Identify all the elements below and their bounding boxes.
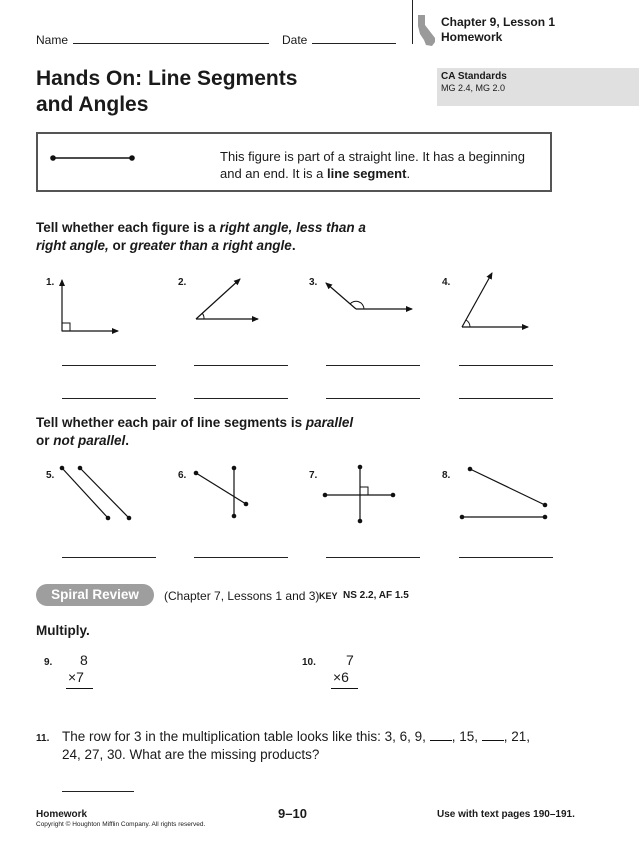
instr1-em2: right angle, bbox=[36, 238, 109, 253]
answer-line-8[interactable] bbox=[459, 557, 553, 558]
instructions-segments bbox=[36, 414, 353, 450]
instr1-em1: right angle, less than a bbox=[219, 220, 366, 235]
problem-9-number: 9. bbox=[44, 657, 53, 668]
segment-figure-7 bbox=[323, 465, 396, 524]
problem-11-number: 11. bbox=[36, 733, 50, 744]
instr1-text1: Tell whether each figure is a bbox=[36, 220, 220, 235]
problem-10-number: 10. bbox=[302, 657, 316, 668]
definition-end: . bbox=[406, 166, 411, 181]
definition-text-line1: This figure is part of a straight line. It has a beginning bbox=[220, 149, 525, 164]
problem-10-bottom: ×6 bbox=[333, 669, 349, 685]
standards-title: CA Standards bbox=[441, 71, 507, 82]
instr2-em2: not parallel bbox=[53, 433, 126, 448]
answer-line-11[interactable] bbox=[62, 791, 134, 792]
problem-11-text bbox=[62, 728, 562, 764]
answer-line-2a[interactable] bbox=[194, 365, 288, 366]
item-number-5: 5. bbox=[46, 470, 55, 481]
name-label: Name bbox=[36, 33, 69, 47]
item-number-3: 3. bbox=[309, 277, 318, 288]
problem-11-text-b: , 15, bbox=[451, 729, 478, 744]
instr2-em1: parallel bbox=[305, 415, 354, 430]
problem-11-blank-2[interactable] bbox=[482, 740, 504, 741]
instr2-text3: . bbox=[125, 433, 130, 448]
date-label: Date bbox=[282, 33, 308, 47]
problem-9-bottom: ×7 bbox=[68, 669, 84, 685]
problem-10-rule bbox=[331, 688, 358, 689]
spiral-review-ref: (Chapter 7, Lessons 1 and 3) bbox=[164, 589, 320, 603]
footer-copyright: Copyright © Houghton Mifflin Company. All rights reserved. bbox=[36, 821, 206, 828]
answer-line-1a[interactable] bbox=[62, 365, 156, 366]
item-number-6: 6. bbox=[178, 470, 187, 481]
page-title-line1: Hands On: Line Segments bbox=[36, 67, 298, 90]
segment-figure-5 bbox=[60, 466, 132, 521]
instr2-text1: Tell whether each pair of line segments is bbox=[36, 415, 306, 430]
item-number-2: 2. bbox=[178, 277, 187, 288]
item-number-4: 4. bbox=[442, 277, 451, 288]
problem-11-text-line2: 24, 27, 30. What are the missing products? bbox=[62, 747, 320, 762]
page-title-line2: and Angles bbox=[36, 93, 149, 116]
problem-11-text-c: , 21, bbox=[503, 729, 531, 744]
instr1-em3: greater than a right angle bbox=[129, 238, 292, 253]
item-number-1: 1. bbox=[46, 277, 55, 288]
problem-11-blank-1[interactable] bbox=[430, 740, 452, 741]
problem-9-top: 8 bbox=[80, 652, 88, 668]
segment-figure-6 bbox=[194, 466, 249, 519]
angle-figure-1 bbox=[62, 280, 118, 331]
chapter-label: Chapter 9, Lesson 1 bbox=[441, 15, 556, 29]
homework-label: Homework bbox=[441, 30, 503, 44]
answer-line-5[interactable] bbox=[62, 557, 156, 558]
item-number-7: 7. bbox=[309, 470, 318, 481]
answer-line-7[interactable] bbox=[326, 557, 420, 558]
answer-line-2b[interactable] bbox=[194, 398, 288, 399]
instr1-text2: or bbox=[108, 238, 130, 253]
answer-line-4b[interactable] bbox=[459, 398, 553, 399]
answer-line-4a[interactable] bbox=[459, 365, 553, 366]
problem-9-rule bbox=[66, 688, 93, 689]
instr2-text2: or bbox=[36, 433, 54, 448]
definition-term: line segment bbox=[326, 166, 407, 181]
problem-11-text-a: The row for 3 in the multiplication table looks like this: 3, 6, 9, bbox=[62, 729, 426, 744]
problem-10-top: 7 bbox=[346, 652, 354, 668]
angle-figure-2 bbox=[196, 279, 258, 319]
footer-page-number: 9–10 bbox=[278, 806, 307, 821]
angle-figure-3 bbox=[326, 283, 412, 309]
footer-homework: Homework bbox=[36, 809, 88, 820]
standards-codes: MG 2.4, MG 2.0 bbox=[441, 83, 506, 93]
answer-line-3b[interactable] bbox=[326, 398, 420, 399]
answer-line-6[interactable] bbox=[194, 557, 288, 558]
answer-line-1b[interactable] bbox=[62, 398, 156, 399]
footer-text-pages: Use with text pages 190–191. bbox=[437, 809, 575, 820]
multiply-heading: Multiply. bbox=[36, 623, 90, 638]
answer-line-3a[interactable] bbox=[326, 365, 420, 366]
item-number-8: 8. bbox=[442, 470, 451, 481]
spiral-review-badge: Spiral Review bbox=[36, 584, 154, 606]
instr1-text3: . bbox=[291, 238, 296, 253]
angle-figure-4 bbox=[462, 273, 528, 327]
definition-text-line2: and an end. It is a bbox=[220, 166, 327, 181]
spiral-key-label: KEY bbox=[319, 591, 338, 601]
segment-figure-8 bbox=[460, 467, 548, 520]
spiral-key-codes: NS 2.2, AF 1.5 bbox=[343, 590, 409, 601]
